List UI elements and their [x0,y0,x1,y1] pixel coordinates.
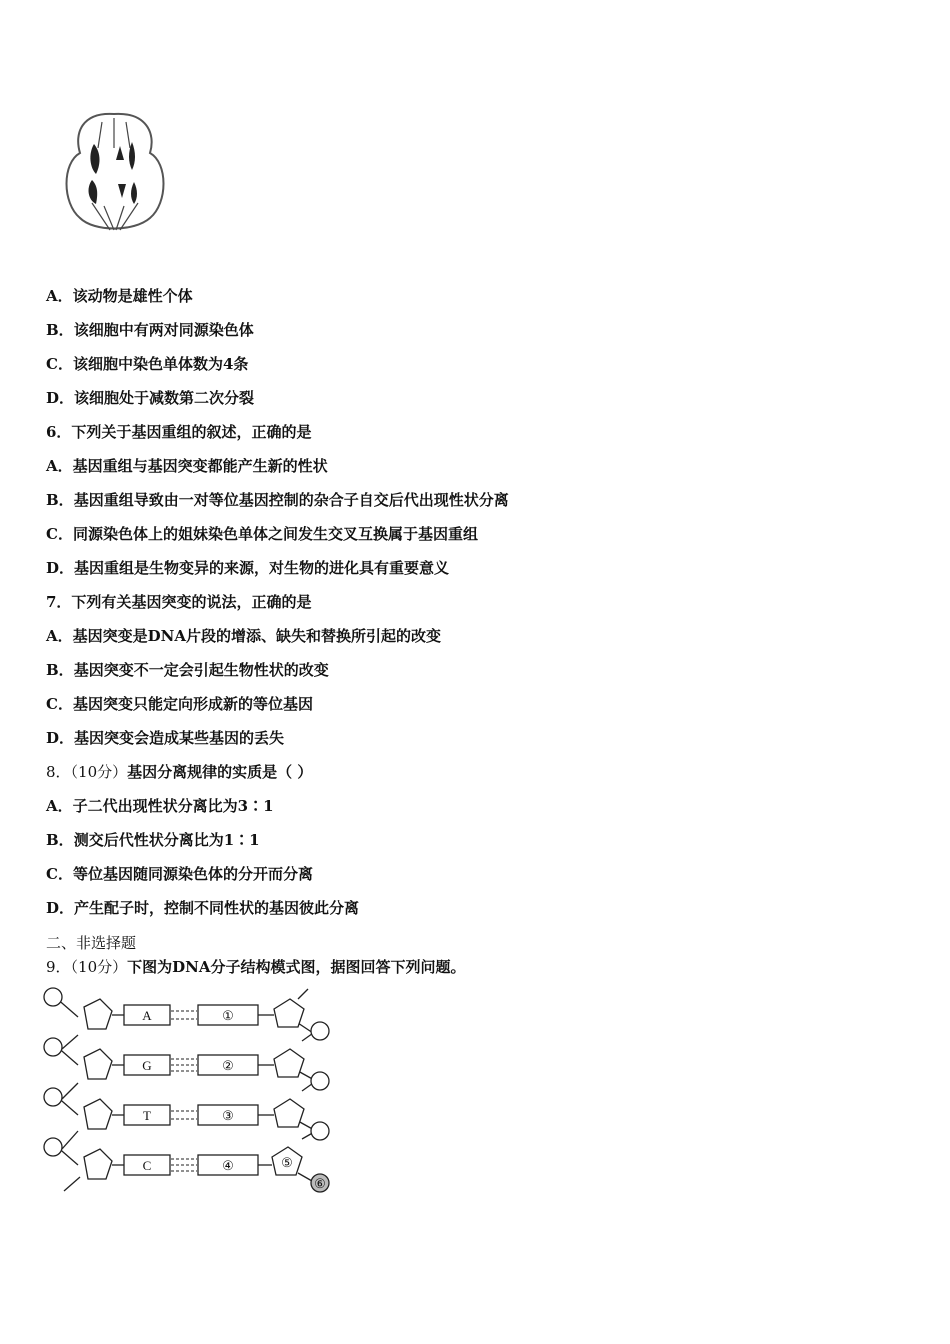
deoxyribose-pentagon [274,1099,304,1127]
q5-option-d: D．该细胞处于减数第二次分裂 [46,389,255,407]
base-label-right: ④ [222,1158,234,1173]
q7-option-b: B．基因突变不一定会引起生物性状的改变 [46,661,329,679]
cell-division-figure [52,108,176,238]
phosphate-circle [44,1138,62,1156]
deoxyribose-pentagon [84,999,112,1029]
q5-option-b: B．该细胞中有两对同源染色体 [46,321,254,339]
q8-option-d: D．产生配子时，控制不同性状的基因彼此分离 [46,899,360,917]
q6-option-d: D．基因重组是生物变异的来源，对生物的进化具有重要意义 [46,559,450,577]
left-phosphates [44,988,62,1156]
q7-option-d: D．基因突变会造成某些基因的丢失 [46,729,285,747]
q7-option-c: C．基因突变只能定向形成新的等位基因 [46,695,313,713]
cell-outline [67,114,164,229]
phosphate-circle [311,1122,329,1140]
dna-structure-diagram [40,985,340,1197]
left-sugars [84,999,112,1179]
base-label-right: ② [222,1058,234,1073]
phosphate-circle [44,988,62,1006]
chromosomes [89,142,137,204]
right-phosphates [311,1022,329,1140]
deoxyribose-pentagon [274,999,304,1027]
sugar-label: ⑤ [281,1155,293,1170]
hydrogen-bonds [171,1011,197,1171]
q6-stem: 6．下列关于基因重组的叙述，正确的是 [46,423,312,441]
base-label-left: G [142,1058,152,1073]
q8-option-b: B．测交后代性状分离比为1∶1 [46,831,260,849]
phosphate-circle [44,1038,62,1056]
q8-option-a: A．子二代出现性状分离比为3∶1 [46,797,274,815]
base-label-left: T [143,1108,151,1123]
q6-option-b: B．基因重组导致由一对等位基因控制的杂合子自交后代出现性状分离 [46,491,509,509]
phosphate-label: ⑥ [314,1176,326,1191]
q8-option-c: C．等位基因随同源染色体的分开而分离 [46,865,313,883]
right-sugars [272,999,304,1175]
base-label-right: ① [222,1008,234,1023]
q9-stem: 9．（10分）下图为DNA分子结构模式图，据图回答下列问题。 [46,958,466,976]
deoxyribose-pentagon [274,1049,304,1077]
phosphate-circle [44,1088,62,1106]
base-label-left: C [142,1158,152,1173]
base-boxes [124,1005,258,1175]
q7-option-a: A．基因突变是DNA片段的增添、缺失和替换所引起的改变 [46,627,441,645]
phosphate-circle [311,1072,329,1090]
base-label-right: ③ [222,1108,234,1123]
deoxyribose-pentagon [84,1149,112,1179]
q5-option-c: C．该细胞中染色单体数为4条 [46,355,249,373]
base-label-left: A [142,1008,152,1023]
deoxyribose-pentagon [84,1049,112,1079]
q7-stem: 7．下列有关基因突变的说法，正确的是 [46,593,312,611]
section-title: 二、非选择题 [46,934,137,952]
q6-option-c: C．同源染色体上的姐妹染色单体之间发生交叉互换属于基因重组 [46,525,478,543]
q5-option-a: A．该动物是雄性个体 [46,287,193,305]
q8-stem: 8．（10分）基因分离规律的实质是（ ） [46,763,313,781]
deoxyribose-pentagon [84,1099,112,1129]
q6-option-a: A．基因重组与基因突变都能产生新的性状 [46,457,328,475]
spindle-fibers [92,118,138,230]
phosphate-circle [311,1022,329,1040]
